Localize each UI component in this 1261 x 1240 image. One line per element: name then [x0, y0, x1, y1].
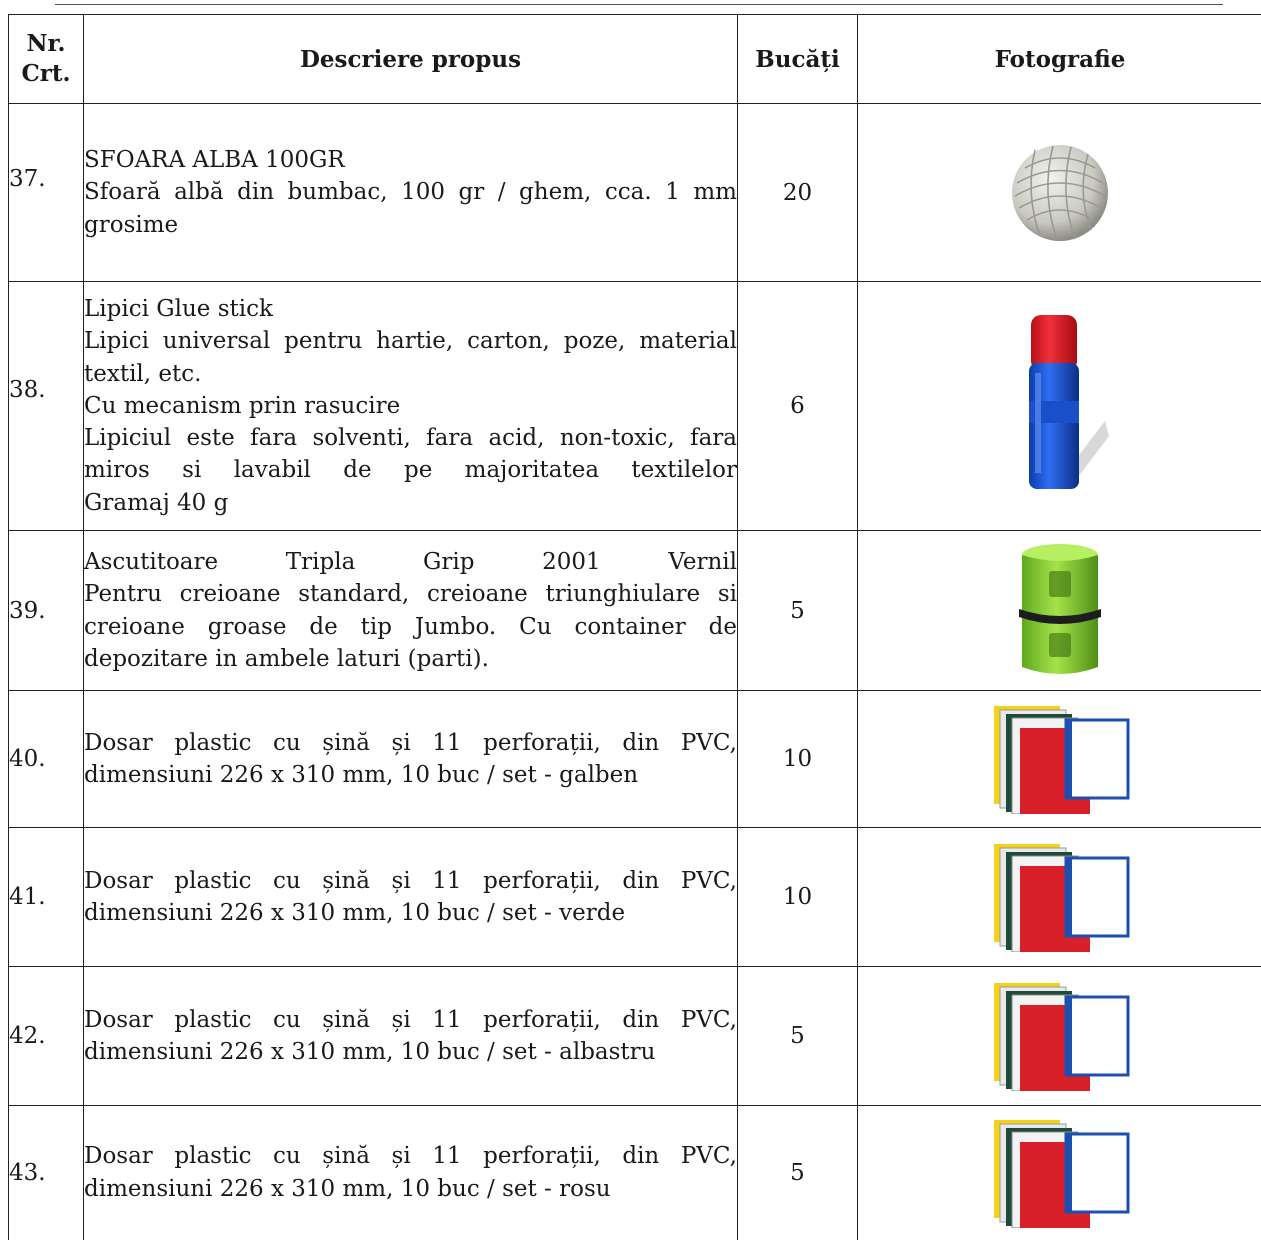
description-line: Dosar plastic cu șină și 11 perforații, din PVC,	[84, 1140, 737, 1172]
description-line: dimensiuni 226 x 310 mm, 10 buc / set - verde	[84, 897, 737, 929]
table-row	[9, 1106, 1261, 1240]
sharpener-icon	[1015, 541, 1105, 681]
row-description	[84, 104, 738, 282]
row-description	[84, 282, 738, 531]
header-row	[9, 15, 1261, 104]
description-line: dimensiuni 226 x 310 mm, 10 buc / set - galben	[84, 759, 737, 791]
row-description	[84, 531, 738, 691]
description-line: Lipiciul este fara solventi, fara acid, non-toxic, fara	[84, 422, 737, 454]
table-row	[9, 967, 1261, 1106]
description-line: dimensiuni 226 x 310 mm, 10 buc / set - albastru	[84, 1036, 737, 1068]
row-description	[84, 1106, 738, 1240]
description-line: Cu mecanism prin rasucire	[84, 390, 737, 422]
header-nr-line2: Crt.	[21, 60, 70, 87]
row-quantity: 5	[738, 1106, 858, 1240]
header-description: Descriere propus	[84, 15, 738, 104]
description-line: Pentru creioane standard, creioane triunghiulare si	[84, 578, 737, 610]
description-line: Ascutitoare Tripla Grip 2001 Vernil	[84, 546, 737, 578]
description-line: SFOARA ALBA 100GR	[84, 144, 737, 176]
description-line: Dosar plastic cu șină și 11 perforații, din PVC,	[84, 865, 737, 897]
table-row	[9, 828, 1261, 967]
row-photo	[858, 1106, 1261, 1240]
row-number: 43.	[9, 1106, 84, 1240]
product-spec-table	[8, 14, 1261, 1240]
row-number: 41.	[9, 828, 84, 967]
row-photo	[858, 531, 1261, 691]
description-line: Lipici Glue stick	[84, 293, 737, 325]
table-row	[9, 282, 1261, 531]
description-line: dimensiuni 226 x 310 mm, 10 buc / set - rosu	[84, 1173, 737, 1205]
row-description	[84, 828, 738, 967]
row-number: 37.	[9, 104, 84, 282]
table-row	[9, 104, 1261, 282]
row-photo	[858, 967, 1261, 1106]
header-photo: Fotografie	[858, 15, 1261, 104]
description-line: textil, etc.	[84, 358, 737, 390]
row-photo	[858, 691, 1261, 828]
description-line: Gramaj 40 g	[84, 487, 737, 519]
row-photo	[858, 828, 1261, 967]
twine-ball-icon	[1005, 138, 1115, 248]
row-quantity: 5	[738, 967, 858, 1106]
plastic-folders-icon	[990, 981, 1130, 1091]
row-quantity: 6	[738, 282, 858, 531]
description-line: depozitare in ambele laturi (parti).	[84, 643, 737, 675]
row-quantity: 5	[738, 531, 858, 691]
description-line: creioane groase de tip Jumbo. Cu container de	[84, 611, 737, 643]
plastic-folders-icon	[990, 704, 1130, 814]
row-number: 38.	[9, 282, 84, 531]
table-row	[9, 691, 1261, 828]
header-nr-line1: Nr.	[26, 30, 65, 57]
description-line: Dosar plastic cu șină și 11 perforații, din PVC,	[84, 1004, 737, 1036]
glue-stick-icon	[1005, 311, 1115, 501]
top-rule	[55, 4, 1223, 5]
header-quantity: Bucăți	[738, 15, 858, 104]
row-number: 40.	[9, 691, 84, 828]
row-number: 39.	[9, 531, 84, 691]
row-quantity: 10	[738, 828, 858, 967]
description-line: Sfoară albă din bumbac, 100 gr / ghem, cca. 1 mm	[84, 176, 737, 208]
header-nr	[9, 15, 84, 104]
description-line: Dosar plastic cu șină și 11 perforații, din PVC,	[84, 727, 737, 759]
description-line: grosime	[84, 209, 737, 241]
row-quantity: 20	[738, 104, 858, 282]
row-description	[84, 691, 738, 828]
row-number: 42.	[9, 967, 84, 1106]
plastic-folders-icon	[990, 1118, 1130, 1228]
description-line: Lipici universal pentru hartie, carton, poze, material	[84, 325, 737, 357]
row-photo	[858, 282, 1261, 531]
plastic-folders-icon	[990, 842, 1130, 952]
row-photo	[858, 104, 1261, 282]
row-quantity: 10	[738, 691, 858, 828]
row-description	[84, 967, 738, 1106]
description-line: miros si lavabil de pe majoritatea textilelor	[84, 454, 737, 486]
table-row	[9, 531, 1261, 691]
